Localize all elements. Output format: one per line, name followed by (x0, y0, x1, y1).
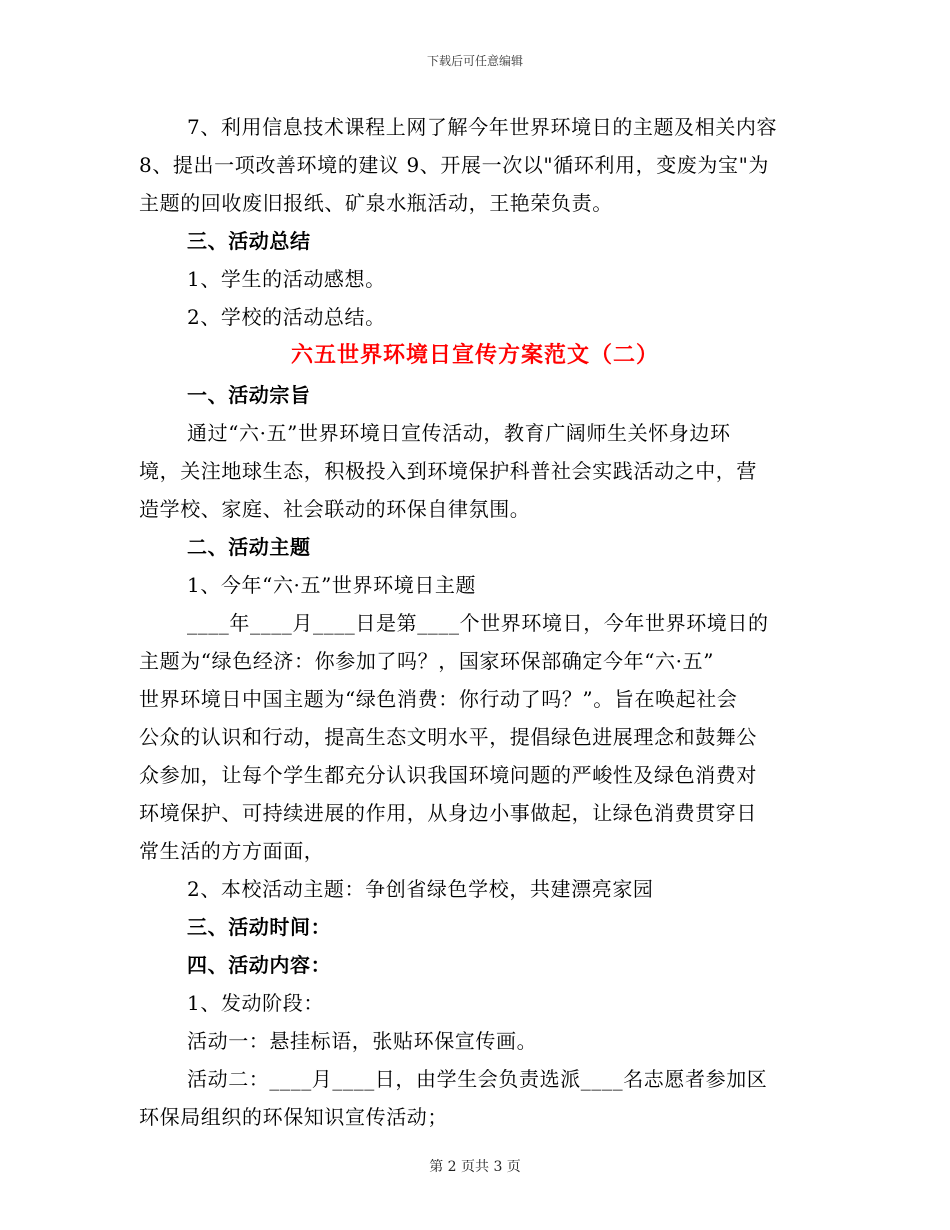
list-item: 1、学生的活动感想。 (187, 267, 386, 291)
page-footer: 第 2 页共 3 页 (429, 1159, 521, 1175)
paragraph-line: 常生活的方方面面， (139, 839, 325, 863)
list-item: 1、今年“六·五”世界环境日主题 (187, 573, 477, 597)
section-heading: 三、活动总结 (187, 229, 311, 253)
paragraph-line: 主题为“绿色经济：你参加了吗？，国家环保部确定今年“六·五” (139, 649, 715, 673)
paragraph-line: 主题的回收废旧报纸、矿泉水瓶活动，王艳荣负责。 (139, 191, 613, 215)
list-item: 2、学校的活动总结。 (187, 305, 386, 329)
paragraph-line: 活动二：____月____日，由学生会负责选派____名志愿者参加区 (187, 1067, 768, 1091)
list-item: 2、本校活动主题：争创省绿色学校，共建漂亮家园 (187, 877, 654, 901)
paragraph-line: 公众的认识和行动，提高生态文明水平，提倡绿色进展理念和鼓舞公 (139, 725, 757, 749)
paragraph-line: 世界环境日中国主题为“绿色消费：你行动了吗？”。旨在唤起社会 (139, 687, 738, 711)
section-heading: 二、活动主题 (187, 535, 311, 559)
list-item: 1、发动阶段： (187, 991, 324, 1015)
paragraph-line: 环境保护、可持续进展的作用，从身边小事做起，让绿色消费贯穿日 (139, 801, 757, 825)
paragraph-line: ____年____月____日是第____个世界环境日，今年世界环境日的 (187, 611, 769, 635)
document-title: 六五世界环境日宣传方案范文（二） (290, 343, 659, 368)
document-body (139, 108, 811, 1136)
paragraph-line: 通过“六·五”世界环境日宣传活动，教育广阔师生关怀身边环 (187, 421, 731, 445)
paragraph-line: 环保局组织的环保知识宣传活动； (139, 1105, 448, 1129)
paragraph-line: 7、利用信息技术课程上网了解今年世界环境日的主题及相关内容 (187, 115, 778, 139)
section-heading: 四、活动内容： (187, 953, 332, 977)
paragraph-line: 境，关注地球生态，积极投入到环境保护科普社会实践活动之中，营 (139, 459, 757, 483)
section-heading: 三、活动时间： (187, 915, 332, 939)
paragraph-line: 众参加，让每个学生都充分认识我国环境问题的严峻性及绿色消费对 (139, 763, 757, 787)
paragraph-line: 造学校、家庭、社会联动的环保自律氛围。 (139, 497, 531, 521)
page-header: 下载后可任意编辑 (426, 54, 523, 68)
section-heading: 一、活动宗旨 (187, 383, 311, 407)
paragraph-line: 8、提出一项改善环境的建议 9、开展一次以"循环利用，变废为宝"为 (139, 153, 770, 177)
paragraph-line: 活动一：悬挂标语，张贴环保宣传画。 (187, 1029, 538, 1053)
